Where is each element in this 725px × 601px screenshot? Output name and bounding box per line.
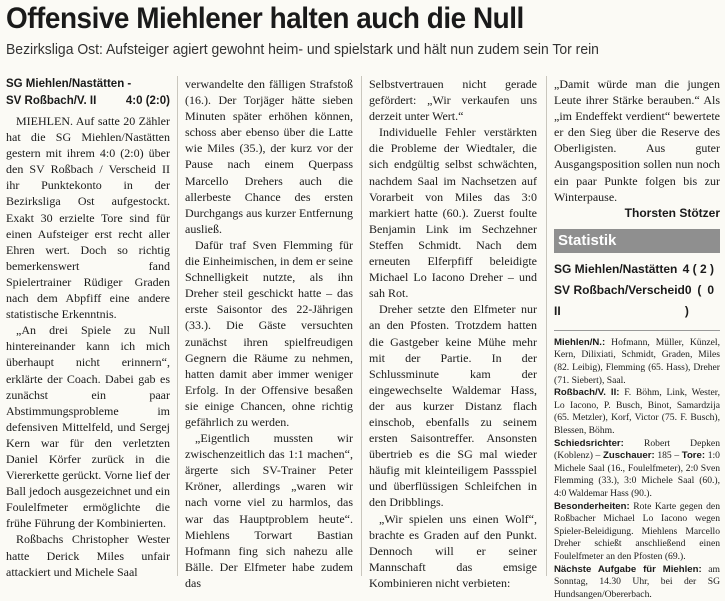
score-header [6, 76, 170, 110]
match-officials-goals [554, 438, 720, 501]
detail-text: 1:0 Michele Saal (16., Foulelfmeter), 2:0 Sven Flemming (33.), 3:0 Michele Saal (60.), 4:0 Waldemar Hass (90.). [554, 450, 720, 499]
score-team: SV Roßbach/V. II [6, 95, 97, 107]
score-line-1: SG Miehlen/Nastätten - [6, 78, 132, 90]
detail-text: F. Böhm, Link, Wester, Lo Iacono, P. Busch, Binot, Samardzija (65. Metzler), Korf, Victor (75. F. Busch), Blessen, Böhm. [554, 387, 720, 436]
detail-text: Hofmann, Müller, Künzel, Kern, Dilixiati, Schmidt, Graden, Miles (82. Leibig), Flemming (65. Hass), Dreher (71. Siebert), Saal. [554, 336, 720, 386]
paragraph: verwandelte den fälligen Strafstoß (16.). Der Torjäger hätte sieben Minuten später erhöhen können, schoss aber ebenso über die Latte wie Miles (35.), der kurz vor der Pause nach einem Querpass Marcello Drehers auch die allerbeste Chance des ersten Durchgangs aus kurzer Entfernung ausließ. [185, 77, 353, 236]
detail-text: Robert Depken (Koblenz) – [554, 437, 720, 462]
paragraph: MIEHLEN. Auf satte 20 Zähler hat die SG Miehlen/Nastätten gestern mit ihrem 4:0 (2:0) über den SV Roßbach / Verscheid II ihr Punktekonto in der Bezirksliga Ost aufgestockt. Exakt 30 erzielte Tore sind für einen Aufsteiger erst recht aller Ehren wert. Doch so richtig bemerkenswert fand Spielertrainer Rüdiger Graden nach dem Abpfiff eine andere statistische Erkenntnis. [6, 114, 170, 322]
stat-row-team2 [554, 280, 720, 322]
paragraph: Dreher setzte den Elfmeter nur an den Pfosten. Trotzdem hatten die Gastgeber keine Mühe mehr mit der Partie. In der Schlussminute kam der eingewechselte Waldemar Hass, der aus kurzer Distanz flach einschob, ebenfalls zu seinem ersten Saisontreffer. Ansonsten übertrieb es die SG mal wieder häufig mit kleinteiligem Passspiel und überflüssigen Schleifchen in den Dribblings. [369, 302, 537, 510]
detail-label: Zuschauer: [602, 450, 655, 462]
next-match [554, 564, 720, 601]
detail-label: Tore: [681, 450, 706, 462]
detail-text: am Sonntag, 14.30 Uhr, bei der SG Hundsangen/Obererbach. [554, 563, 720, 600]
column-rule [361, 76, 362, 576]
article-column-4 [554, 76, 720, 600]
article-column-3 [369, 76, 537, 590]
special-events [554, 501, 720, 564]
detail-text: Rote Karte gegen den Roßbacher Michael Lo Iacono wegen Spieler-Beleidigung. Miehlens Marcello Dreher schießt anschließend einen Foulelfmeter an den Pfosten (69.). [554, 500, 720, 562]
detail-label: Schiedsrichter: [554, 437, 624, 449]
paragraph: „An drei Spiele zu Null hintereinander kann ich mich überhaupt nicht erinnern“, erklärte der Coach. Dabei gab es zunächst ein paar Abstimmungsprobleme im defensiven Mittelfeld, und Sergej Kern war für den verletzten Daniel Körfer zurück in die Viererkette gerückt. Vorne lief der Ball jedoch ausgezeichnet und ein Foulelfmeter ermöglichte die frühe Führung der Kombinierten. [6, 323, 170, 531]
detail-label: Besonderheiten: [554, 500, 630, 512]
score-line-2 [6, 93, 170, 110]
detail-label: Nächste Aufgabe für Miehlen: [554, 563, 702, 575]
statistik-header: Statistik [554, 229, 720, 253]
article-column-1 [6, 76, 170, 579]
column-rule [546, 76, 547, 576]
stat-team-name: SV Roßbach/Verscheid II [554, 282, 685, 318]
paragraph: Selbstvertrauen nicht gerade gefördert: „Wir verkaufen uns derzeit unter Wert.“ [369, 77, 537, 124]
paragraph: Individuelle Fehler verstärkten die Probleme der Wiedtaler, die sich endgültig selbst schwächten, nachdem Saal im Nachsetzen auf Vorarbeit von Miles das 3:0 markiert hatte (60.). Zuerst foulte Benjamin Link im Sechzehner Steffen Schmidt. Nach dem erneuten Elferpfiff beleidigte Michael Lo Iacono Dreher – und sah Rot. [369, 125, 537, 301]
detail-text: 185 – [657, 450, 680, 462]
score-result: 4:0 (2:0) [125, 95, 170, 107]
lineup-rossbach [554, 387, 720, 437]
paragraph: „Damit würde man die jungen Leute ihrer Stärke berauben.“ Als „im Endeffekt verdient“ bewertete er den Sieg über die Reserve des Oberligisten. Aus guter Ausgangsposition sollen nun noch ein paar Punkte folgen bis zur Winterpause. [554, 77, 720, 204]
author-byline: Thorsten Stötzer [624, 205, 720, 220]
headline: Offensive Miehlener halten auch die Null [6, 2, 524, 35]
paragraph: Roßbachs Christopher Wester hatte Derick Miles unfair attackiert und Michele Saal [6, 532, 170, 579]
detail-label: Roßbach/V. II: [554, 387, 620, 399]
lineup-miehlen [554, 337, 720, 387]
stat-team-score: 4 ( 2 ) [682, 261, 714, 276]
article-column-2 [185, 76, 353, 590]
stat-team-score: 0 ( 0 ) [684, 282, 714, 318]
paragraph: Dafür traf Sven Flemming für die Einheimischen, in dem er seine Schnelligkeit nutzte, als ihn Dreher steil geschickt hatte – das erste Saisontor des 22-Jährigen (33.). Die Gäste versuchten zunächst ihren spielfreudigen Gegnern die Räume zu nehmen, hatten damit aber immer weniger Erfolg. In der Offensive besaßen sie einige Chancen, ohne richtig gefährlich zu werden. [185, 237, 353, 429]
column-rule [177, 76, 178, 576]
paragraph: „Wir spielen uns einen Wolf“, brachte es Graden auf den Punkt. Dennoch will er seiner Mannschaft das emsige Kombinieren nicht verbieten: [369, 511, 537, 590]
subheadline: Bezirksliga Ost: Aufsteiger agiert gewohnt heim- und spielstark und hält nun zudem sein Tor rein [6, 41, 599, 58]
detail-label: Miehlen/N.: [554, 336, 606, 348]
stat-team-name: SG Miehlen/Nastätten [554, 261, 678, 276]
divider [554, 330, 720, 331]
stat-row-team1 [554, 259, 720, 280]
paragraph: „Eigentlich mussten wir zwischenzeitlich das 1:1 machen“, ärgerte sich SV-Trainer Peter Kröner, allerdings „waren wir nach vorne viel zu harmlos, das war das Hauptproblem heute“. Miehlens Torwart Bastian Hofmann fing sich nahezu alle Bälle. Der Elfmeter habe zudem das [185, 431, 353, 590]
